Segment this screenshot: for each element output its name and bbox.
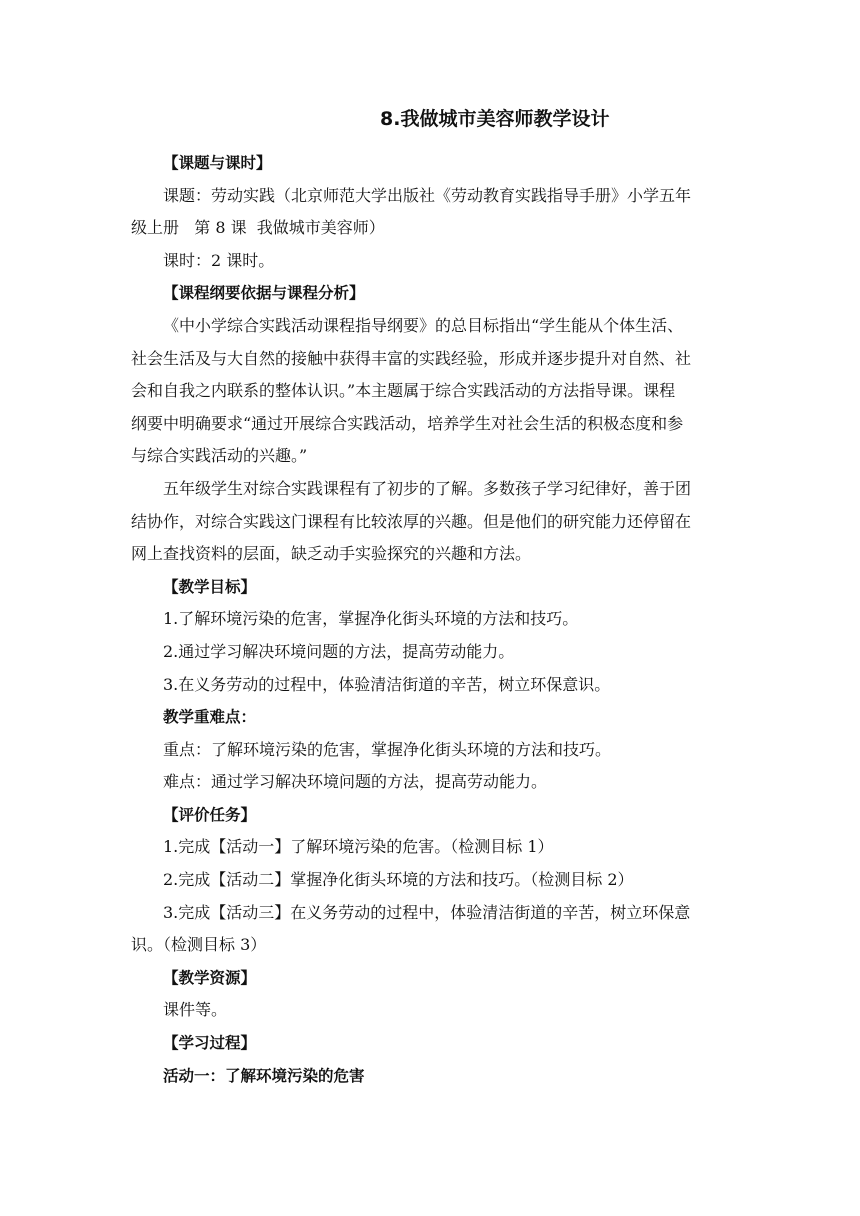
goal-item-3: 3.在义务劳动的过程中，体验清洁街道的辛苦，树立环保意识。 <box>163 674 611 694</box>
analysis-p2-line-2: 结协作，对综合实践这门课程有比较浓厚的兴趣。但是他们的研究能力还停留在 <box>131 511 692 531</box>
difficult-point-line: 难点：通过学习解决环境问题的方法，提高劳动能力。 <box>163 772 548 792</box>
heading-teaching-resources: 【教学资源】 <box>163 968 257 987</box>
eval-item-3-line-2: 识。（检测目标 3） <box>131 935 267 955</box>
heading-learning-process: 【学习过程】 <box>163 1034 257 1053</box>
topic-line-1: 课题：劳动实践（北京师范大学出版社《劳动教育实践指导手册》小学五年 <box>163 185 692 205</box>
activity-one-heading: 活动一：了解环境污染的危害 <box>163 1066 365 1085</box>
analysis-p1-line-5: 与综合实践活动的兴趣。” <box>131 446 308 466</box>
key-point-line: 重点：了解环境污染的危害，掌握净化街头环境的方法和技巧。 <box>163 739 612 759</box>
document-title: 8.我做城市美容师教学设计 <box>380 108 610 130</box>
eval-item-1: 1.完成【活动一】了解环境污染的危害。（检测目标 1） <box>163 837 554 857</box>
analysis-p2-line-1: 五年级学生对综合实践课程有了初步的了解。多数孩子学习纪律好，善于团 <box>163 478 692 498</box>
eval-item-2: 2.完成【活动二】掌握净化街头环境的方法和技巧。（检测目标 2） <box>163 870 634 890</box>
hours-line: 课时：2 课时。 <box>163 250 275 270</box>
analysis-p1-line-4: 纲要中明确要求“通过开展综合实践活动，培养学生对社会生活的积极态度和参 <box>131 413 684 433</box>
analysis-p1-line-3: 会和自我之内联系的整体认识。”本主题属于综合实践活动的方法指导课。课程 <box>131 381 676 401</box>
heading-curriculum-analysis: 【课程纲要依据与课程分析】 <box>163 284 365 303</box>
topic-line-2: 级上册 第 8 课 我做城市美容师） <box>131 218 385 238</box>
analysis-p1-line-1: 《中小学综合实践活动课程指导纲要》的总目标指出“学生能从个体生活、 <box>163 315 684 335</box>
analysis-p2-line-3: 网上查找资料的层面，缺乏动手实验探究的兴趣和方法。 <box>131 544 532 564</box>
heading-key-difficult-points: 教学重难点： <box>163 708 257 727</box>
goal-item-2: 2.通过学习解决环境问题的方法，提高劳动能力。 <box>163 641 515 661</box>
goal-item-1: 1.了解环境污染的危害，掌握净化街头环境的方法和技巧。 <box>163 609 579 629</box>
heading-topic-hours: 【课题与课时】 <box>163 154 272 172</box>
heading-teaching-goals: 【教学目标】 <box>163 577 257 596</box>
resources-text: 课件等。 <box>163 1000 228 1020</box>
eval-item-3-line-1: 3.完成【活动三】在义务劳动的过程中，体验清洁街道的辛苦，树立环保意 <box>163 902 691 922</box>
analysis-p1-line-2: 社会生活及与大自然的接触中获得丰富的实践经验，形成并逐步提升对自然、社 <box>131 348 692 368</box>
heading-evaluation-tasks: 【评价任务】 <box>163 805 257 824</box>
